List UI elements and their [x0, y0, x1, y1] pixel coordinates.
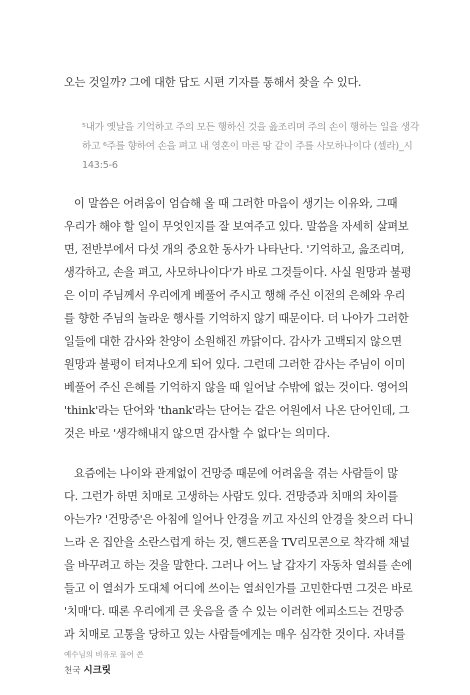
text-line: 요즘에는 나이와 관계없이 건망증 때문에 어려움을 겪는 사람들이 많	[74, 467, 398, 480]
text-line: 것은 바로 '생각해내지 않으면 감사할 수 없다'는 의미다.	[64, 427, 330, 440]
quote-line: 143:5-6	[82, 160, 118, 171]
book-subtitle: 예수님의 비유로 풀어 쓴	[64, 650, 144, 659]
quote-line: ⁵내가 옛날을 기억하고 주의 모든 행하신 것을 읊조리며 주의 손이 행하는 일을 생각	[82, 122, 420, 133]
text-line: 원망과 불평이 터져나오게 되어 있다. 그런데 그러한 감사는 주님이 이미	[64, 358, 406, 371]
text-line: 를 향한 주님의 놀라운 행사를 기억하지 않기 때문이다. 더 나아가 그러한	[64, 312, 409, 325]
text-line: 베풀어 주신 은혜를 기억하지 않을 때 일어날 수밖에 없는 것이다. 영어의	[64, 381, 409, 394]
text-line: 면, 전반부에서 다섯 개의 중요한 동사가 나타난다. '기억하고, 읊조리며,	[64, 243, 405, 256]
text-line: 과 치매로 고통을 당하고 있는 사람들에게는 매우 심각한 것이다. 자녀를	[64, 628, 406, 641]
text-line: 이 말씀은 어려움이 엄습해 올 때 그러한 마음이 생기는 이유와, 그때	[74, 197, 398, 210]
text-line: 'think'라는 단어와 'thank'라는 단어는 같은 어원에서 나온 단어인데, 그	[64, 404, 410, 417]
text-line: 은 이미 주님께서 우리에게 베풀어 주시고 행해 주신 이전의 은혜와 우리	[64, 289, 406, 302]
text-line: 다. 그런가 하면 치매로 고생하는 사람도 있다. 건망증과 치매의 차이를	[64, 490, 398, 503]
top-line: 오는 것일까? 그에 대한 답도 시편 기자를 통해서 찾을 수 있다.	[64, 76, 362, 89]
text-line: 우리가 해야 할 일이 무엇인지를 잘 보여주고 있다. 말씀을 자세히 살펴보	[64, 220, 409, 233]
quote-line: 하고 ⁶주를 향하여 손을 펴고 내 영혼이 마른 땅 같이 주를 사모하나이다 (셀라)_시	[82, 141, 413, 152]
text-line: 느라 온 집안을 소란스럽게 하는 것, 핸드폰을 TV리모콘으로 착각해 채널	[64, 536, 410, 549]
text-line: 아는가? '건망증'은 아침에 일어나 안경을 끼고 자신의 안경을 찾으러 다니	[64, 513, 414, 526]
book-title	[64, 662, 144, 676]
text-line: 일들에 대한 감사와 찬양이 소원해진 까닭이다. 감사가 고백되지 않으면	[64, 335, 402, 348]
book-title-main: 시크릿	[83, 665, 111, 676]
running-footer	[64, 650, 144, 676]
book-title-prefix: 천국	[64, 666, 81, 676]
text-line: 생각하고, 손을 펴고, 사모하나이다'가 바로 그것들이다. 사실 원망과 불평	[64, 266, 412, 279]
text-line: 들고 이 열쇠가 도대체 어디에 쓰이는 열쇠인가를 고민한다면 그것은 바로	[64, 582, 413, 595]
text-line: '치매'다. 때론 우리에게 큰 웃음을 줄 수 있는 이러한 에피소드는 건망증	[64, 605, 404, 618]
text-line: 을 바꾸려고 하는 것을 말한다. 그러나 어느 날 갑자기 자동차 열쇠를 손에	[64, 559, 412, 572]
